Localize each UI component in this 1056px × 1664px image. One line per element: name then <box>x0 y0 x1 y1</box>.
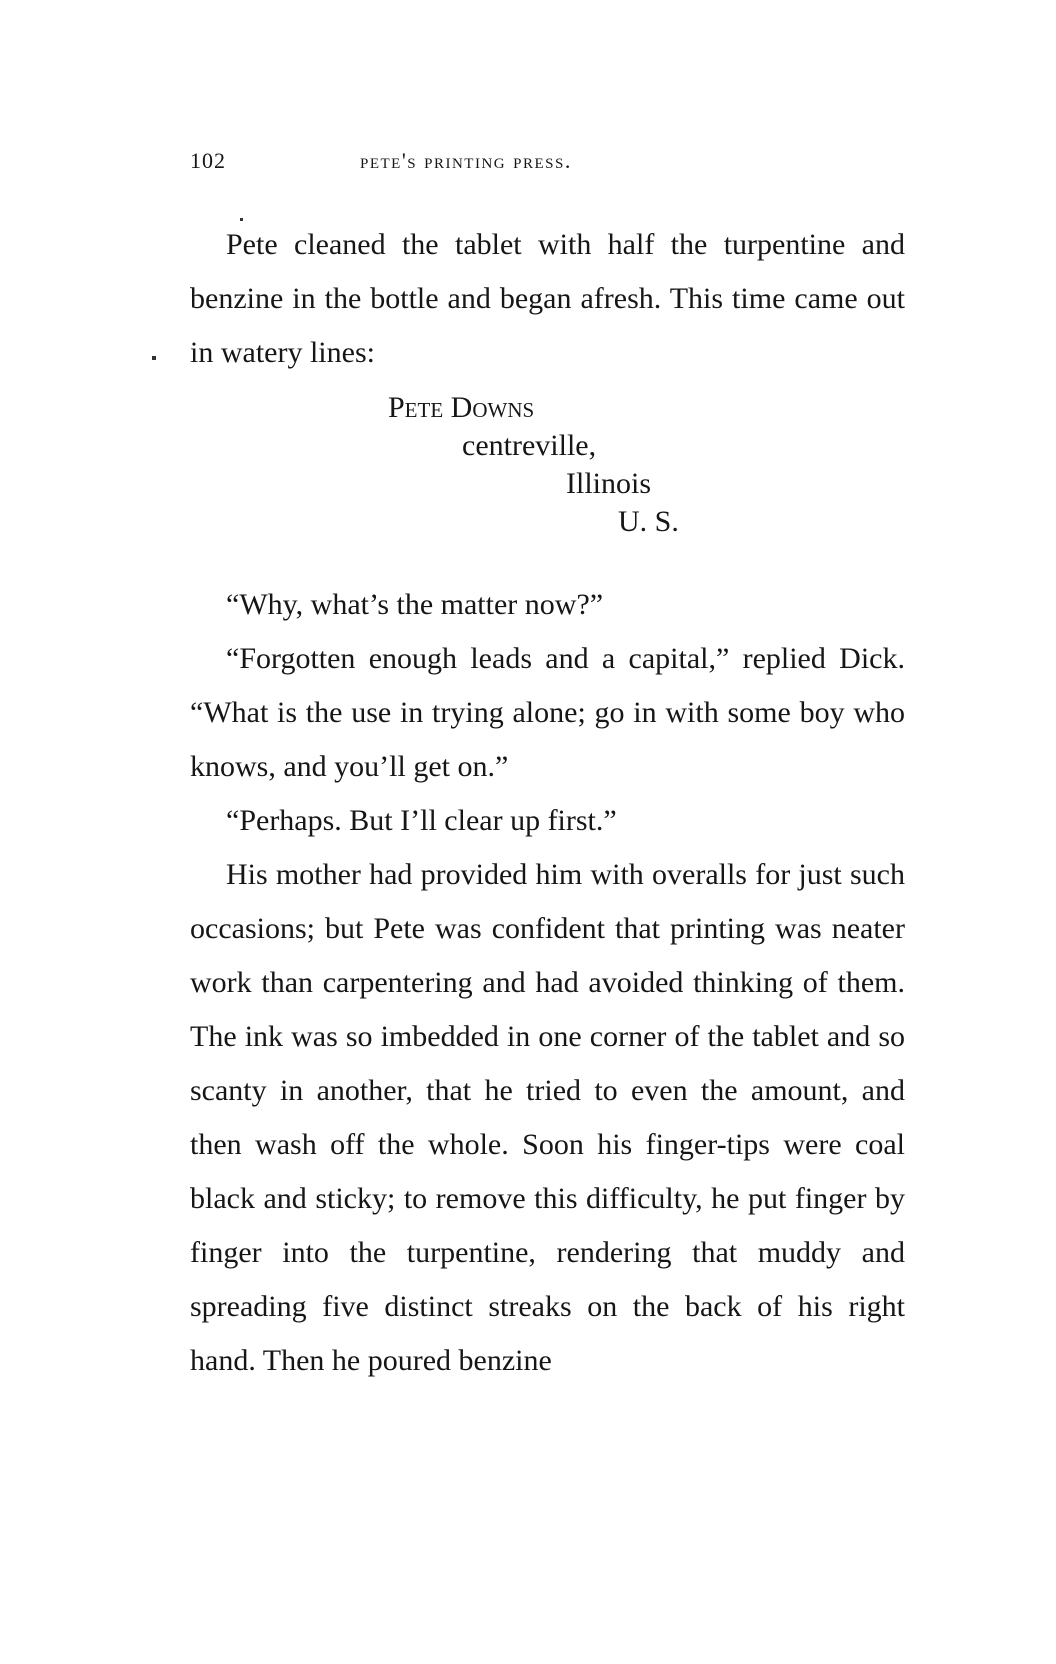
dialogue-line-2: “Forgotten enough leads and a capital,” replied Dick. “What is the use in trying alone; go in with some boy who knows, and you’ll get on.” <box>190 642 905 783</box>
address-line-state: Illinois <box>566 467 652 500</box>
ink-speck <box>240 218 243 221</box>
dialogue-line-3: “Perhaps. But I’ll clear up first.” <box>226 804 617 837</box>
running-title: pete's printing press. <box>360 148 572 173</box>
paragraph-intro: Pete cleaned the tablet with half the turpentine and benzine in the bottle and began afresh. This time came out in watery lines: <box>190 228 905 369</box>
address-line-town: centreville, <box>462 429 597 462</box>
dialogue-line-1: “Why, what’s the matter now?” <box>226 588 604 621</box>
margin-dot <box>152 356 156 360</box>
page-header <box>190 148 730 184</box>
paragraph-final: His mother had provided him with overalls for just such occasions; but Pete was confident that printing was neater work than carpentering and had avoided thinking of them. The ink was so imbedded in one corner of the tablet and so scanty in another, that he tried to even the amount, and then wash off the whole. Soon his finger-tips were coal black and sticky; to remove this difficulty, he put finger by finger into the turpentine, rendering that muddy and spreading five distinct streaks on the back of his right hand. Then he poured benzine <box>190 858 905 1377</box>
address-line-country: U. S. <box>618 505 679 538</box>
page-number: 102 <box>190 148 226 173</box>
address-line-name: Pete Downs <box>388 391 535 424</box>
